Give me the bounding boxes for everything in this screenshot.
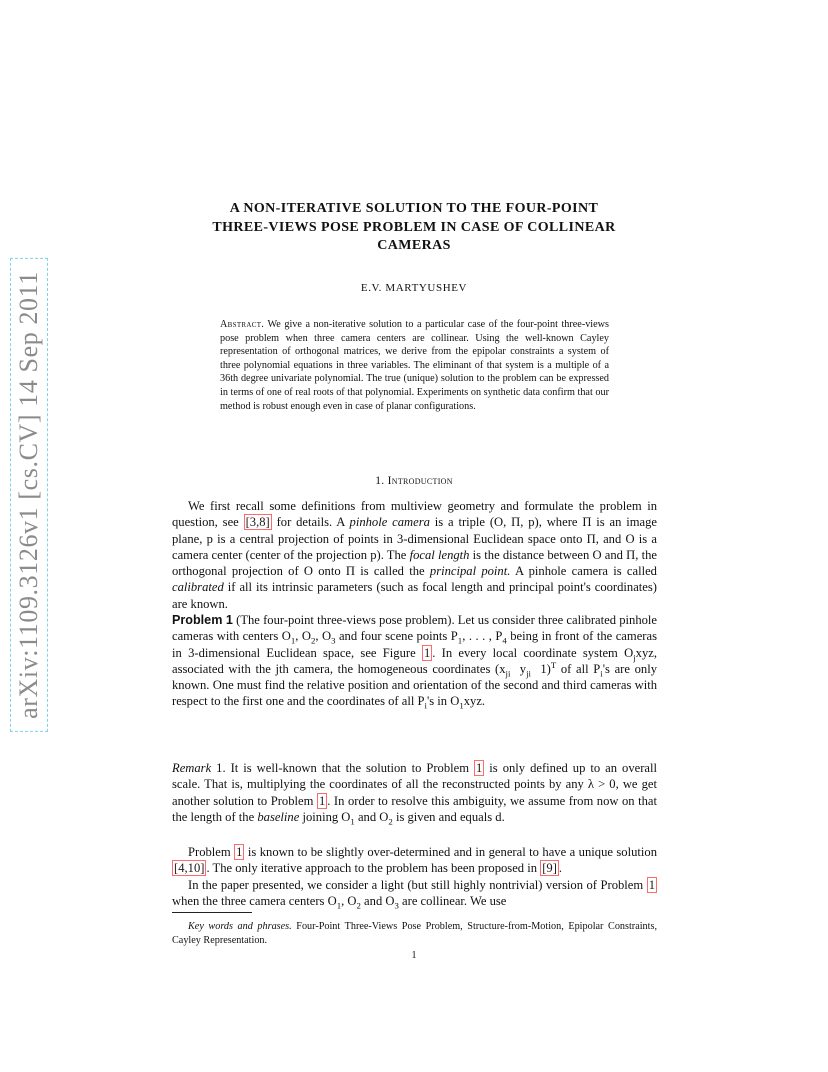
problem-link[interactable]: 1 xyxy=(476,761,483,775)
footnote-rule xyxy=(172,912,252,913)
page-number: 1 xyxy=(411,950,417,961)
abstract-text: We give a non-iterative solution to a particular case of the four-point three-views pose problem when three camera centers are collinear. Using the well-known Cayley representation of orthogonal matrices, we derive from the epipolar constraints a system of three polynomial equations in three variables. The eliminant of that system is a multiple of a 36th degree univariate polynomial. The true (unique) solution to the problem can be expressed in terms of one of real roots of that polynomial. Experiments on synthetic data confirm that our method is robust enough even in case of planar configurations. xyxy=(220,319,609,412)
citation-link[interactable]: [9] xyxy=(542,861,557,876)
arxiv-stamp[interactable]: arXiv:1109.3126v1 [cs.CV] 14 Sep 2011 xyxy=(10,258,48,732)
section-heading xyxy=(0,475,828,487)
citation-link[interactable]: [3,8] xyxy=(245,515,270,530)
problem-link[interactable]: 1 xyxy=(648,877,655,892)
section-number: 1. xyxy=(375,475,385,487)
section-title: Introduction xyxy=(387,475,453,487)
closing-paragraphs: Problem 1 is known to be slightly over-determined and in general to have a unique solution [4,10] . The only iterative approach to the problem has been proposed in [9] . In the paper presented, we consider a light (but still highly nontrivial) version of Problem 1 when the three camera centers $O_1$, $O_2$ and $O_3$ are collinear. We use xyxy=(172,845,657,911)
title-line-2: THREE-VIEWS POSE PROBLEM IN CASE OF COLLINEAR xyxy=(212,219,616,235)
abstract xyxy=(220,318,609,413)
citation-link[interactable]: [4,10] xyxy=(174,861,205,876)
footnote-label: Key words and phrases. xyxy=(188,921,292,932)
intro-paragraph: We first recall some definitions from multiview geometry and formulate the problem in question, see [3,8] for details. A pinhole camera is a triple (O, Π, p), where Π is an image plane, p is a central projection of points in 3-dimensional Euclidean space onto Π, and O is a camera center (center of the projection p). The focal length is the distance between O and Π, the orthogonal projection of O onto Π is called the principal point. A pinhole camera is called calibrated if all its intrinsic parameters (such as focal length and principal point's coordinates) are known. xyxy=(172,499,657,611)
figure-link[interactable]: 1 xyxy=(423,645,431,660)
footnote xyxy=(172,920,657,947)
title-line-1: A NON-ITERATIVE SOLUTION TO THE FOUR-POINT xyxy=(229,201,599,216)
problem-link[interactable]: 1 xyxy=(318,793,326,808)
remark-label: Remark xyxy=(172,761,212,775)
paper-title xyxy=(140,200,688,256)
title-line-3: CAMERAS xyxy=(377,238,451,253)
problem-statement: Problem 1 (The four-point three-views pose problem). Let us consider three calibrated pinhole cameras with centers $O_1$, $O_2$, $O_3$ and four scene points $P_1$, . . . , $P_4$ being in front of the cameras in 3-dimensional Euclidean space, see Figure 1 . In every local coordinate system $O_jxyz$, associated with the jth camera, the homogeneous coordinates ($x_{ji}$ $y_{ji}$ 1)$^T$ of all $P_i's$ are only known. One must find the relative position and orientation of the second and third cameras with respect to the first one and the coordinates of all $P_i's$ in $O_1xyz$. xyxy=(172,613,657,711)
remark: Remark 1. It is well-known that the solution to Problem 1 is only defined up to an overall scale. That is, multiplying the coordinates of all the reconstructed points by any λ > 0, we get another solution to Problem 1 . In order to resolve this ambiguity, we assume from now on that the length of the baseline joining $O_1$ and $O_2$ is given and equals d. xyxy=(172,761,657,827)
abstract-label: Abstract. xyxy=(220,319,265,330)
arxiv-stamp-area xyxy=(8,255,50,735)
author: E.V. MARTYUSHEV xyxy=(360,282,468,294)
problem-label: Problem 1 xyxy=(172,613,233,627)
problem-link[interactable]: 1 xyxy=(236,845,243,859)
footnote-text: Four-Point Three-Views Pose Problem, Structure-from-Motion, Epipolar Constraints, Cayley Representation. xyxy=(172,921,657,946)
